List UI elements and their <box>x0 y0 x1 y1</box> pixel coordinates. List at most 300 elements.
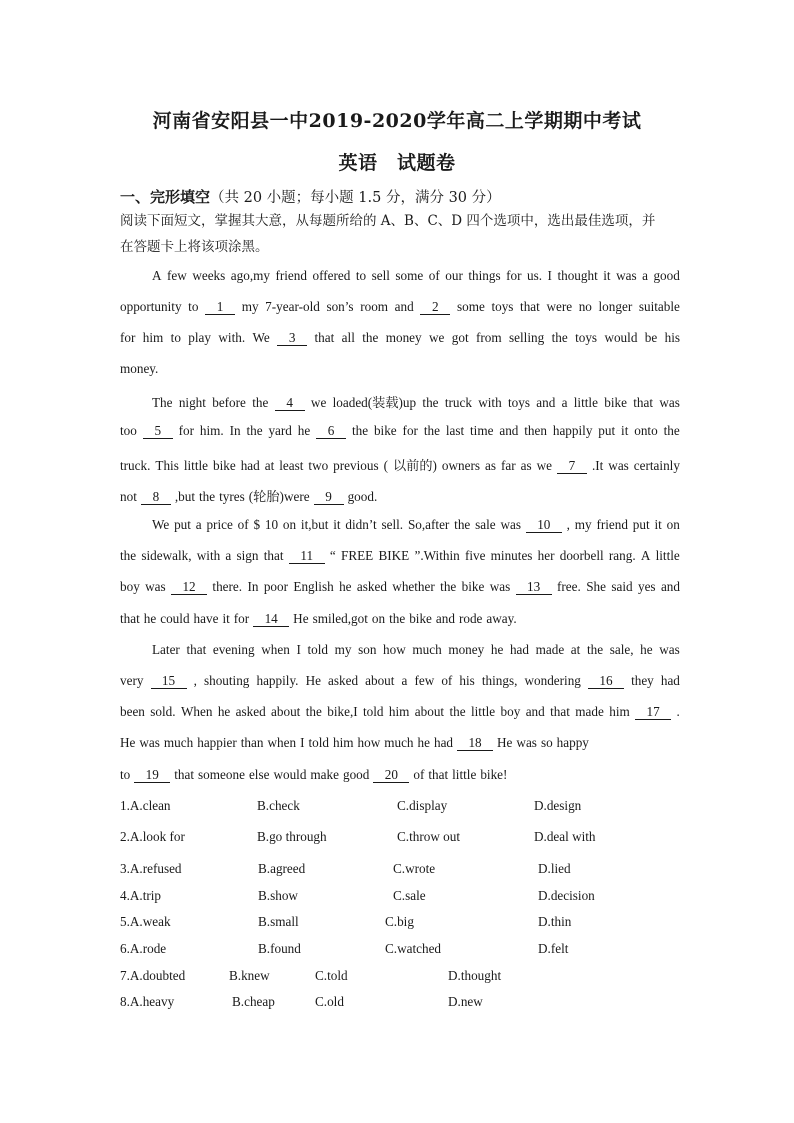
passage-word: 以前的) <box>392 458 437 473</box>
passage-word: some <box>456 299 485 314</box>
passage-word: the <box>120 548 137 563</box>
passage-word: have <box>193 611 219 626</box>
passage-word: little <box>470 704 496 719</box>
answer-blank-6[interactable]: 6 <box>316 423 346 439</box>
option-c[interactable]: C.wrote <box>393 861 436 876</box>
passage-line <box>152 517 680 537</box>
passage-word: the <box>351 423 369 438</box>
passage-word: us. <box>527 268 543 283</box>
passage-word: of <box>237 517 249 532</box>
passage-word: then <box>524 423 547 438</box>
passage-word: was <box>139 735 160 750</box>
passage-word: there. <box>212 579 243 594</box>
passage-word: happily. <box>256 673 299 688</box>
passage-word: price <box>206 517 233 532</box>
answer-blank-14[interactable]: 14 <box>253 611 289 627</box>
passage-word: him <box>332 735 354 750</box>
passage-word: was <box>608 458 629 473</box>
passage-word: that <box>428 767 449 782</box>
passage-word: for <box>178 423 194 438</box>
passage-word: He <box>497 735 513 750</box>
passage-word: make <box>310 767 339 782</box>
option-d[interactable]: D.thin <box>538 914 572 929</box>
option-b[interactable]: B.cheap <box>232 994 275 1009</box>
passage-word: was <box>145 579 166 594</box>
option-b[interactable]: B.small <box>258 914 299 929</box>
passage-word: would <box>273 767 307 782</box>
option-a[interactable]: 8.A.heavy <box>120 994 175 1009</box>
passage-word: the <box>362 330 379 345</box>
answer-blank-18[interactable]: 18 <box>457 735 493 751</box>
option-d[interactable]: D.thought <box>448 968 502 983</box>
passage-word: we <box>310 395 327 410</box>
passage-word: of <box>441 673 453 688</box>
passage-word: some <box>395 268 424 283</box>
passage-word: opportunity <box>120 299 182 314</box>
passage-word: my <box>334 642 352 657</box>
passage-word: him <box>388 704 410 719</box>
passage-word: yes <box>637 579 656 594</box>
passage-word: money. <box>120 361 159 376</box>
passage-word: thought <box>557 268 598 283</box>
passage-word: from <box>476 330 502 345</box>
passage-word: bike! <box>480 767 508 782</box>
passage-word: he <box>339 579 352 594</box>
passage-word: I <box>300 735 305 750</box>
option-c[interactable]: C.watched <box>385 941 442 956</box>
passage-word: his <box>664 330 680 345</box>
option-a[interactable]: 3.A.refused <box>120 861 182 876</box>
passage-word: ago,my <box>230 268 270 283</box>
passage-word: and <box>394 299 414 314</box>
section-heading-info: （共 20 小题；每小题 1.5 分，满分 30 分） <box>210 190 501 206</box>
section-heading <box>120 186 501 207</box>
answer-blank-7[interactable]: 7 <box>557 458 587 474</box>
passage-word: about <box>365 673 395 688</box>
passage-word: that <box>263 548 284 563</box>
passage-word: we <box>536 458 552 473</box>
passage-word: had <box>660 673 680 688</box>
passage-line <box>120 455 680 475</box>
passage-word: he <box>217 704 231 719</box>
passage-word: my <box>574 517 592 532</box>
passage-word: than <box>240 735 264 750</box>
passage-word: , <box>566 517 570 532</box>
passage-word: far <box>500 458 516 473</box>
passage-word: asked <box>356 579 387 594</box>
answer-blank-9[interactable]: 9 <box>314 489 344 505</box>
passage-word: told <box>363 704 384 719</box>
passage-word: he <box>297 423 311 438</box>
option-a[interactable]: 5.A.weak <box>120 914 171 929</box>
option-b[interactable]: B.found <box>258 941 301 956</box>
passage-word: play <box>188 330 212 345</box>
answer-blank-15[interactable]: 15 <box>151 673 187 689</box>
passage-word: and <box>499 423 519 438</box>
passage-word: were <box>546 299 573 314</box>
passage-word: good. <box>347 489 378 504</box>
passage-word: when <box>261 642 290 657</box>
option-b[interactable]: B.knew <box>229 968 270 983</box>
passage-word: it <box>603 268 611 283</box>
option-a[interactable]: 4.A.trip <box>120 888 162 903</box>
passage-word: that <box>120 611 140 626</box>
passage-word: too <box>120 423 137 438</box>
passage-word: He <box>305 673 321 688</box>
option-d[interactable]: D.deal with <box>534 829 596 844</box>
passage-word: minutes <box>490 548 533 563</box>
passage-word: that <box>633 395 654 410</box>
passage-word: with <box>478 395 502 410</box>
passage-word: before <box>212 395 246 410</box>
passage-word: . <box>676 704 680 719</box>
passage-word: the <box>246 423 263 438</box>
passage-line <box>120 673 680 693</box>
option-a[interactable]: 7.A.doubted <box>120 968 186 983</box>
passage-word: the <box>423 423 440 438</box>
passage-word: truck <box>444 395 472 410</box>
passage-word: made <box>535 642 565 657</box>
passage-word: would <box>604 330 638 345</box>
passage-word: happier <box>197 735 237 750</box>
passage-word: weeks <box>192 268 226 283</box>
passage-word: said <box>611 579 633 594</box>
passage-word: the <box>389 611 406 626</box>
passage-word: him. <box>199 423 224 438</box>
passage-line <box>152 392 680 412</box>
passage-word: boy <box>500 704 521 719</box>
passage-line <box>120 579 680 599</box>
answer-blank-20[interactable]: 20 <box>373 767 409 783</box>
passage-word: selling <box>509 330 545 345</box>
passage-word: toys <box>491 299 514 314</box>
passage-word: about <box>271 704 301 719</box>
passage-word: sign <box>236 548 259 563</box>
option-c[interactable]: C.big <box>385 914 414 929</box>
option-d[interactable]: D.felt <box>538 941 569 956</box>
passage-word: sale, <box>609 642 634 657</box>
passage-word: had <box>509 642 529 657</box>
passage-word: rang. <box>608 548 636 563</box>
passage-word: on <box>371 611 386 626</box>
passage-line <box>120 611 680 631</box>
passage-word: he <box>490 642 504 657</box>
passage-word: on <box>666 517 680 532</box>
passage-word: a <box>642 268 648 283</box>
passage-word: at <box>264 458 275 473</box>
option-c[interactable]: C.sale <box>393 888 426 903</box>
passage-word: When <box>180 704 213 719</box>
passage-word: bike,I <box>327 704 358 719</box>
passage-word: “ <box>329 548 336 563</box>
passage-word: much <box>163 735 194 750</box>
passage-word: the <box>199 489 216 504</box>
passage-word: told <box>307 642 328 657</box>
answer-blank-1[interactable]: 1 <box>205 299 235 315</box>
passage-word: asked <box>328 673 359 688</box>
passage-word: English <box>293 579 334 594</box>
passage-word: he <box>417 735 430 750</box>
answer-blank-11[interactable]: 11 <box>289 548 325 564</box>
passage-word: he <box>143 611 157 626</box>
passage-word: much <box>384 735 414 750</box>
passage-word: doorbell <box>559 548 604 563</box>
passage-word: son <box>358 642 377 657</box>
passage-word: evening <box>212 642 255 657</box>
passage-word: with. <box>218 330 246 345</box>
option-c[interactable]: C.told <box>315 968 348 983</box>
option-c[interactable]: C.display <box>397 798 448 813</box>
passage-word: poor <box>263 579 289 594</box>
passage-word: they <box>631 673 654 688</box>
passage-line <box>120 299 680 319</box>
passage-word: a <box>225 548 232 563</box>
passage-line <box>152 642 680 662</box>
passage-word: bike <box>461 579 485 594</box>
passage-word: very <box>120 673 144 688</box>
passage-word: it <box>222 611 230 626</box>
passage-word: good <box>342 767 370 782</box>
passage-line <box>120 735 680 755</box>
answer-blank-3[interactable]: 3 <box>277 330 307 346</box>
passage-word: our <box>445 268 463 283</box>
passage-word: had <box>240 458 260 473</box>
passage-word: put <box>632 517 650 532</box>
passage-word: to <box>120 767 131 782</box>
passage-word: the <box>454 517 471 532</box>
passage-word: In <box>229 423 241 438</box>
passage-word: the <box>440 579 457 594</box>
passage-word: least <box>279 458 304 473</box>
passage-word: was <box>659 395 680 410</box>
passage-word: few <box>167 268 187 283</box>
option-d[interactable]: D.decision <box>538 888 595 903</box>
passage-word: about <box>414 704 445 719</box>
passage-word: the <box>252 395 269 410</box>
passage-word: We <box>252 330 270 345</box>
passage-line <box>120 423 680 443</box>
answer-blank-2[interactable]: 2 <box>420 299 450 315</box>
passage-word: She <box>586 579 606 594</box>
passage-line <box>120 486 680 506</box>
passage-word: loaded(装载)up <box>332 395 417 410</box>
passage-word: boy <box>120 579 140 594</box>
passage-word: So,after <box>407 517 450 532</box>
passage-word: all <box>341 330 355 345</box>
passage-word: when <box>267 735 297 750</box>
passage-word: five <box>464 548 486 563</box>
passage-word: A <box>152 268 162 283</box>
option-b[interactable]: B.show <box>258 888 298 903</box>
passage-word: bike <box>213 458 236 473</box>
passage-word: offered <box>312 268 351 283</box>
option-a[interactable]: 6.A.rode <box>120 941 167 956</box>
passage-word: no <box>578 299 592 314</box>
option-d[interactable]: D.design <box>534 798 582 813</box>
passage-word: I <box>296 642 301 657</box>
passage-word: as <box>520 458 532 473</box>
option-a[interactable]: 1.A.clean <box>120 798 171 813</box>
passage-word: someone <box>198 767 245 782</box>
passage-word: her <box>537 548 555 563</box>
answer-blank-10[interactable]: 10 <box>526 517 562 533</box>
option-b[interactable]: B.agreed <box>258 861 306 876</box>
answer-blank-13[interactable]: 13 <box>516 579 552 595</box>
answer-blank-8[interactable]: 8 <box>141 489 171 505</box>
section-instruction-line-1: 阅读下面短文，掌握其大意，从每题所给的 A、B、C、D 四个选项中，选出最佳选项，并 <box>120 213 656 229</box>
passage-word: so <box>540 735 553 750</box>
passage-word: my <box>241 299 259 314</box>
option-b[interactable]: B.check <box>257 798 300 813</box>
exam-title: 河南省安阳县一中2019-2020学年高二上学期期中考试 <box>152 110 642 132</box>
answer-blank-12[interactable]: 12 <box>171 579 207 595</box>
passage-word: things <box>468 268 501 283</box>
passage-word: 10 <box>264 517 279 532</box>
option-d[interactable]: D.new <box>448 994 483 1009</box>
passage-word: happily <box>552 423 593 438</box>
passage-word: We <box>152 517 170 532</box>
passage-word: been <box>120 704 145 719</box>
passage-word: $ <box>253 517 261 532</box>
passage-word: 7-year-old <box>265 299 320 314</box>
passage-word: yard <box>268 423 292 438</box>
option-d[interactable]: D.lied <box>538 861 571 876</box>
passage-word: In <box>247 579 259 594</box>
passage-word: bike <box>604 395 627 410</box>
passage-line <box>120 361 680 381</box>
answer-blank-19[interactable]: 19 <box>134 767 170 783</box>
passage-word: could <box>160 611 190 626</box>
passage-word: little <box>573 395 598 410</box>
passage-line <box>120 767 680 787</box>
passage-word: ( <box>383 458 388 473</box>
option-b[interactable]: B.go through <box>257 829 327 844</box>
passage-word: He <box>293 611 309 626</box>
passage-word: him <box>609 704 630 719</box>
passage-word: to <box>170 330 181 345</box>
passage-word: was <box>516 735 537 750</box>
passage-word: we <box>429 330 445 345</box>
passage-word: He <box>120 735 136 750</box>
passage-word: night <box>178 395 206 410</box>
passage-word: .It <box>591 458 604 473</box>
passage-word: him <box>142 330 164 345</box>
passage-word: the <box>305 704 322 719</box>
passage-word: got <box>451 330 469 345</box>
passage-word: tyres <box>219 489 245 504</box>
passage-word: bike <box>409 611 432 626</box>
passage-line <box>120 330 680 350</box>
passage-word: smiled,got <box>312 611 368 626</box>
passage-word: last <box>445 423 465 438</box>
passage-word: much <box>412 642 442 657</box>
passage-word: was <box>659 642 680 657</box>
passage-word: on <box>282 517 297 532</box>
passage-word: little <box>183 458 209 473</box>
passage-word: that <box>520 299 540 314</box>
passage-word: ”.Within <box>414 548 460 563</box>
passage-word: to <box>355 268 367 283</box>
passage-word: else <box>248 767 270 782</box>
passage-word: was <box>489 579 511 594</box>
passage-word: for <box>506 268 522 283</box>
passage-word: sold. <box>150 704 176 719</box>
passage-word: it <box>333 517 341 532</box>
passage-word: sell. <box>381 517 404 532</box>
passage-word: toys <box>575 330 598 345</box>
passage-line <box>120 704 680 724</box>
passage-word: how <box>383 642 406 657</box>
answer-blank-16[interactable]: 16 <box>588 673 624 689</box>
passage-word: and <box>435 611 455 626</box>
passage-word: BIKE <box>378 548 410 563</box>
passage-word: shouting <box>203 673 250 688</box>
passage-word: owners <box>441 458 481 473</box>
passage-word: sale <box>475 517 496 532</box>
option-c[interactable]: C.throw out <box>397 829 461 844</box>
passage-word: certainly <box>633 458 680 473</box>
section-heading-title: 一、完形填空 <box>120 188 211 206</box>
passage-word: a <box>561 395 568 410</box>
passage-word: that <box>550 704 570 719</box>
passage-word: was <box>616 268 637 283</box>
passage-word: bike <box>373 423 397 438</box>
passage-word: his <box>459 673 475 688</box>
passage-word: son’s <box>326 299 354 314</box>
passage-word: (轮胎)were <box>248 489 310 504</box>
passage-word: the <box>663 423 680 438</box>
passage-word: put <box>174 517 191 532</box>
passage-word: few <box>414 673 435 688</box>
passage-word: a <box>195 517 202 532</box>
passage-word: be <box>644 330 658 345</box>
passage-word: the <box>586 642 604 657</box>
passage-word: little <box>655 548 680 563</box>
passage-word: suitable <box>638 299 680 314</box>
passage-word: asked <box>235 704 266 719</box>
passage-word: to <box>188 299 199 314</box>
passage-word: a <box>401 673 408 688</box>
passage-word: at <box>570 642 581 657</box>
passage-word: little <box>452 767 477 782</box>
passage-word: that <box>314 330 335 345</box>
passage-word: Later <box>152 642 180 657</box>
passage-word: the <box>551 330 568 345</box>
passage-word: for <box>120 330 136 345</box>
option-a[interactable]: 2.A.look for <box>120 829 185 844</box>
passage-word: of <box>428 268 440 283</box>
answer-blank-17[interactable]: 17 <box>635 704 671 720</box>
passage-word: and <box>525 704 545 719</box>
passage-word: of <box>413 767 425 782</box>
passage-word: it <box>654 517 662 532</box>
passage-word: FREE <box>341 548 374 563</box>
passage-word: friend <box>275 268 307 283</box>
passage-word: This <box>155 458 179 473</box>
passage-word: room <box>360 299 389 314</box>
answer-blank-4[interactable]: 4 <box>275 395 305 411</box>
option-c[interactable]: C.old <box>315 994 344 1009</box>
passage-word: good <box>653 268 680 283</box>
passage-word: not <box>120 489 137 504</box>
passage-word: he <box>640 642 653 657</box>
passage-word: that <box>186 642 207 657</box>
passage-word: put <box>598 423 616 438</box>
passage-word: longer <box>598 299 633 314</box>
section-instruction-line-2: 在答题卡上将该项涂黑。 <box>120 239 269 255</box>
answer-blank-5[interactable]: 5 <box>143 423 173 439</box>
passage-word: it,but <box>300 517 329 532</box>
